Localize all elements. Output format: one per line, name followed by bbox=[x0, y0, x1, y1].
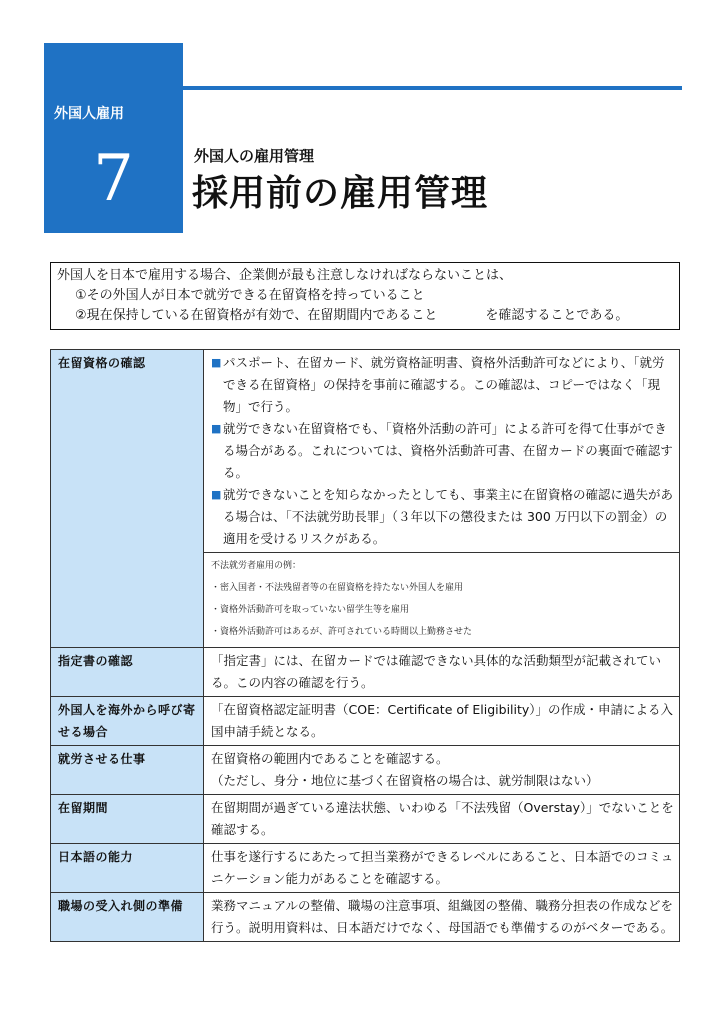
section-label: 外国人雇用 bbox=[54, 106, 124, 122]
square-bullet-icon: ■ bbox=[211, 356, 222, 369]
list-item bbox=[211, 418, 674, 484]
row-content: 業務マニュアルの整備、職場の注意事項、組織図の整備、職務分担表の作成などを行う。説明用資料は、日本語だけでなく、母国語でも準備するのがベターである。 bbox=[204, 893, 680, 942]
square-bullet-icon: ■ bbox=[211, 422, 222, 435]
summary-line-3-a: ②現在保持している在留資格が有効で、在留期間内であること bbox=[75, 308, 438, 323]
page-subtitle: 外国人の雇用管理 bbox=[194, 147, 315, 165]
table-row bbox=[51, 893, 680, 942]
examples-title: 不法就労者雇用の例： bbox=[211, 561, 302, 571]
row-content bbox=[204, 746, 680, 795]
chapter-number: 7 bbox=[93, 142, 134, 216]
list-item bbox=[211, 484, 674, 550]
list-item bbox=[211, 352, 674, 418]
row-label: 在留期間 bbox=[51, 795, 204, 844]
page-title: 採用前の雇用管理 bbox=[192, 173, 489, 214]
row-content: 在留期間が過ぎている違法状態、いわゆる「不法残留（Overstay）」でないことを確認する。 bbox=[204, 795, 680, 844]
summary-line-3 bbox=[57, 306, 673, 326]
examples-box bbox=[204, 552, 679, 647]
row-label: 指定書の確認 bbox=[51, 648, 204, 697]
square-bullet-icon: ■ bbox=[211, 488, 222, 501]
table-row bbox=[51, 844, 680, 893]
summary-box bbox=[50, 262, 680, 330]
summary-line-2: ①その外国人が日本で就労できる在留資格を持っていること bbox=[75, 288, 425, 303]
row-content bbox=[204, 350, 680, 648]
bullet-text: パスポート、在留カード、就労資格証明書、資格外活動許可などにより、「就労できる在留資格」の保持を事前に確認する。この確認は、コピーではなく「現物」で行う。 bbox=[223, 355, 665, 414]
chapter-badge bbox=[44, 43, 183, 233]
row-content: 仕事を遂行するにあたって担当業務ができるレベルにあること、日本語でのコミュニケーション能力があることを確認する。 bbox=[204, 844, 680, 893]
row-label: 職場の受入れ側の準備 bbox=[51, 893, 204, 942]
bullet-text: 就労できない在留資格でも、「資格外活動の許可」による許可を得て仕事ができる場合がある。これについては、資格外活動許可書、在留カードの裏面で確認する。 bbox=[223, 421, 673, 480]
table-row bbox=[51, 648, 680, 697]
row-label: 在留資格の確認 bbox=[51, 350, 204, 648]
bullet-text: 就労できないことを知らなかったとしても、事業主に在留資格の確認に過失がある場合は、「不法就労助長罪」（３年以下の懲役または 300 万円以下の罰金）の適用を受けるリスクがある。 bbox=[223, 487, 674, 546]
row-content: 「在留資格認定証明書（COE：Certificate of Eligibility）」の作成・申請による入国申請手続となる。 bbox=[204, 697, 680, 746]
example-item: ・資格外活動許可を取っていない留学生等を雇用 bbox=[211, 605, 410, 615]
table-row bbox=[51, 697, 680, 746]
example-item: ・資格外活動許可はあるが、許可されている時間以上勤務させた bbox=[211, 627, 473, 637]
table-row bbox=[51, 795, 680, 844]
table-row bbox=[51, 746, 680, 795]
row-label: 外国人を海外から呼び寄せる場合 bbox=[51, 697, 204, 746]
summary-line-1: 外国人を日本で雇用する場合、企業側が最も注意しなければならないことは、 bbox=[57, 268, 513, 283]
table-row bbox=[51, 350, 680, 648]
requirements-table bbox=[50, 349, 680, 942]
row-text: 在留資格の範囲内であることを確認する。 bbox=[211, 751, 449, 766]
example-item: ・密入国者・不法残留者等の在留資格を持たない外国人を雇用 bbox=[211, 583, 464, 593]
header-rule bbox=[183, 86, 682, 90]
summary-line-3-b: を確認することである。 bbox=[485, 308, 629, 323]
row-label: 日本語の能力 bbox=[51, 844, 204, 893]
row-content: 「指定書」には、在留カードでは確認できない具体的な活動類型が記載されている。この内容の確認を行う。 bbox=[204, 648, 680, 697]
row-note: （ただし、身分・地位に基づく在留資格の場合は、就労制限はない） bbox=[211, 773, 599, 788]
row-label: 就労させる仕事 bbox=[51, 746, 204, 795]
